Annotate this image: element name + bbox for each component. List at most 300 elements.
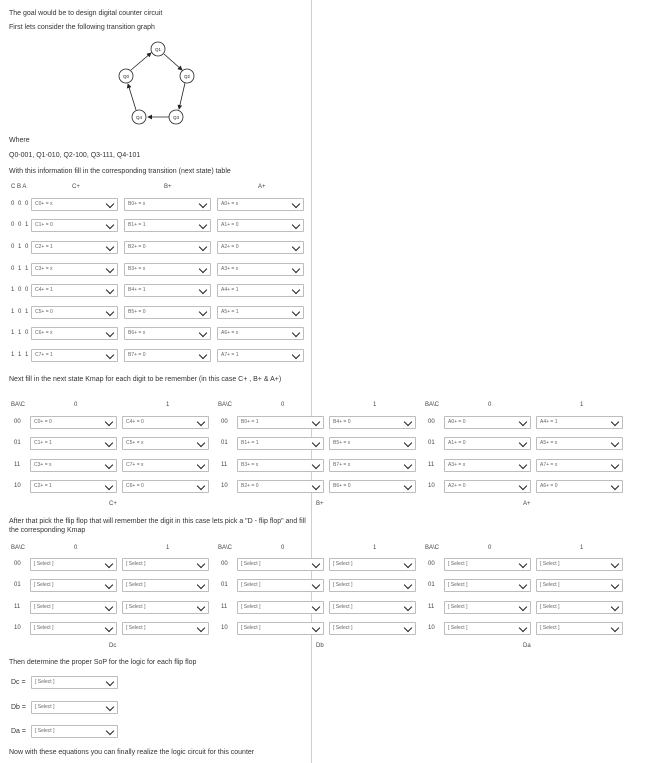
select-value: [ Select ]: [35, 728, 55, 734]
kmap-col-1: 1: [580, 545, 584, 551]
kmap-cell-select[interactable]: [329, 579, 416, 592]
chevron-down-icon: [106, 243, 114, 251]
kmap-col-1: 1: [166, 545, 170, 551]
a-plus-select[interactable]: [217, 349, 304, 362]
select-value: A3+ = x: [448, 462, 466, 468]
chevron-down-icon: [106, 265, 114, 273]
select-value: [ Select ]: [126, 582, 146, 588]
chevron-down-icon: [611, 418, 619, 426]
chevron-down-icon: [312, 482, 320, 490]
chevron-down-icon: [312, 581, 320, 589]
select-value: A2+ = 0: [448, 483, 466, 489]
b-plus-select[interactable]: [124, 198, 211, 211]
select-value: [ Select ]: [35, 704, 55, 710]
state-label: 0 1 0: [11, 244, 30, 250]
kmap-col-0: 0: [281, 402, 285, 408]
kmap-row-label: 11: [428, 604, 435, 610]
c-plus-select[interactable]: [31, 263, 118, 276]
kmap-cell-select[interactable]: [329, 622, 416, 635]
kmap-cell-select[interactable]: [237, 459, 324, 472]
a-plus-select[interactable]: [217, 198, 304, 211]
state-encoding: Q0-001, Q1-010, Q2-100, Q3-111, Q4-101: [9, 152, 141, 159]
sop-label: Dc =: [11, 679, 26, 686]
chevron-down-icon: [106, 351, 114, 359]
chevron-down-icon: [106, 286, 114, 294]
kmap-cell-select[interactable]: [237, 480, 324, 493]
kmap-cell-select[interactable]: [536, 437, 623, 450]
chevron-down-icon: [519, 560, 527, 568]
select-value: [ Select ]: [34, 625, 54, 631]
chevron-down-icon: [197, 603, 205, 611]
kmap-row-label: 11: [14, 604, 21, 610]
kmap-cell-select[interactable]: [444, 601, 531, 614]
col-header-a-plus: A+: [258, 184, 266, 190]
kmap-corner-label: BA\C: [218, 402, 233, 408]
kmap-row-label: 11: [221, 604, 228, 610]
c-plus-select[interactable]: [31, 284, 118, 297]
chevron-down-icon: [197, 482, 205, 490]
chevron-down-icon: [105, 482, 113, 490]
chevron-down-icon: [105, 624, 113, 632]
select-value: C3+ = x: [34, 462, 52, 468]
chevron-down-icon: [199, 351, 207, 359]
select-value: [ Select ]: [540, 604, 560, 610]
select-value: [ Select ]: [126, 561, 146, 567]
kmap-col-0: 0: [488, 545, 492, 551]
kmap-col-1: 1: [373, 402, 377, 408]
kmap-cell-select[interactable]: [122, 601, 209, 614]
node-q0: Q0: [122, 74, 130, 79]
select-value: B7+ = x: [333, 462, 351, 468]
sop-select[interactable]: [31, 701, 118, 714]
chevron-down-icon: [105, 603, 113, 611]
kmap-col-0: 0: [74, 402, 78, 408]
select-value: [ Select ]: [448, 625, 468, 631]
select-value: [ Select ]: [126, 604, 146, 610]
col-header-b-plus: B+: [164, 184, 172, 190]
flipflop-instruction: After that pick the flip flop that will remember the digit in this case lets pick a "D - flip flop" and fill the corresponding Kmap: [9, 518, 306, 534]
select-value: A4+ = 1: [540, 419, 558, 425]
kmap-cell-select[interactable]: [329, 437, 416, 450]
chevron-down-icon: [197, 581, 205, 589]
kmap-row-label: 10: [14, 625, 21, 631]
kmap-cell-select[interactable]: [329, 459, 416, 472]
sop-label: Db =: [11, 704, 26, 711]
chevron-down-icon: [197, 624, 205, 632]
select-value: B0+ = 1: [241, 419, 259, 425]
kmap-instruction: Next fill in the next state Kmap for each digit to be remember (in this case C+ , B+ & A+): [9, 376, 282, 383]
kmap-caption: B+: [316, 501, 324, 507]
select-value: A0+ = 0: [448, 419, 466, 425]
state-label: 1 1 1: [11, 352, 30, 358]
select-value: [ Select ]: [34, 582, 54, 588]
kmap-cell-select[interactable]: [536, 579, 623, 592]
kmap-row-label: 11: [428, 462, 435, 468]
chevron-down-icon: [199, 221, 207, 229]
select-value: [ Select ]: [448, 561, 468, 567]
select-value: [ Select ]: [333, 625, 353, 631]
select-value: C4+ = 1: [35, 287, 53, 293]
a-plus-select[interactable]: [217, 327, 304, 340]
kmap-row-label: 01: [14, 440, 21, 446]
chevron-down-icon: [404, 461, 412, 469]
select-value: A4+ = 1: [221, 287, 239, 293]
chevron-down-icon: [312, 624, 320, 632]
kmap-cell-select[interactable]: [444, 437, 531, 450]
kmap-cell-select[interactable]: [122, 579, 209, 592]
select-value: C2+ = 1: [34, 483, 52, 489]
a-plus-select[interactable]: [217, 241, 304, 254]
select-value: A2+ = 0: [221, 244, 239, 250]
state-label: 1 1 0: [11, 330, 30, 336]
kmap-corner-label: BA\C: [425, 545, 440, 551]
kmap-cell-select[interactable]: [536, 622, 623, 635]
sop-select[interactable]: [31, 725, 118, 738]
select-value: B2+ = 0: [128, 244, 146, 250]
kmap-row-label: 00: [221, 561, 228, 567]
kmap-cell-select[interactable]: [30, 601, 117, 614]
chevron-down-icon: [199, 286, 207, 294]
select-value: C3+ = x: [35, 266, 53, 272]
select-value: C0+ = 0: [34, 419, 52, 425]
kmap-cell-select[interactable]: [122, 558, 209, 571]
select-value: C2+ = 1: [35, 244, 53, 250]
chevron-down-icon: [197, 461, 205, 469]
kmap-cell-select[interactable]: [329, 480, 416, 493]
kmap-cell-select[interactable]: [329, 558, 416, 571]
state-label: 1 0 1: [11, 309, 30, 315]
chevron-down-icon: [199, 243, 207, 251]
chevron-down-icon: [105, 418, 113, 426]
chevron-down-icon: [312, 418, 320, 426]
select-value: [ Select ]: [540, 625, 560, 631]
chevron-down-icon: [519, 418, 527, 426]
kmap-cell-select[interactable]: [30, 558, 117, 571]
kmap-cell-select[interactable]: [444, 459, 531, 472]
kmap-row-label: 10: [428, 625, 435, 631]
b-plus-select[interactable]: [124, 284, 211, 297]
chevron-down-icon: [519, 581, 527, 589]
select-value: C5+ = 0: [35, 309, 53, 315]
select-value: [ Select ]: [333, 604, 353, 610]
kmap-cell-select[interactable]: [30, 437, 117, 450]
kmap-col-0: 0: [281, 545, 285, 551]
kmap-caption: Db: [316, 643, 324, 649]
kmap-cell-select[interactable]: [536, 558, 623, 571]
kmap-cell-select[interactable]: [122, 622, 209, 635]
chevron-down-icon: [312, 603, 320, 611]
chevron-down-icon: [312, 560, 320, 568]
c-plus-select[interactable]: [31, 198, 118, 211]
chevron-down-icon: [106, 678, 114, 686]
chevron-down-icon: [292, 351, 300, 359]
b-plus-select[interactable]: [124, 241, 211, 254]
chevron-down-icon: [292, 265, 300, 273]
chevron-down-icon: [404, 603, 412, 611]
chevron-down-icon: [197, 560, 205, 568]
chevron-down-icon: [312, 461, 320, 469]
select-value: [ Select ]: [241, 582, 261, 588]
select-value: C6+ = 0: [126, 483, 144, 489]
chevron-down-icon: [519, 461, 527, 469]
kmap-cell-select[interactable]: [444, 558, 531, 571]
chevron-down-icon: [197, 439, 205, 447]
select-value: [ Select ]: [540, 561, 560, 567]
kmap-row-label: 01: [221, 440, 228, 446]
select-value: C7+ = x: [126, 462, 144, 468]
c-plus-select[interactable]: [31, 327, 118, 340]
select-value: B1+ = 1: [128, 222, 146, 228]
kmap-cell-select[interactable]: [444, 480, 531, 493]
kmap-cell-select[interactable]: [30, 579, 117, 592]
select-value: [ Select ]: [241, 561, 261, 567]
chevron-down-icon: [105, 461, 113, 469]
col-header-cba: C B A: [11, 184, 27, 190]
chevron-down-icon: [611, 461, 619, 469]
select-value: C0+ = x: [35, 201, 53, 207]
kmap-row-label: 01: [221, 582, 228, 588]
chevron-down-icon: [292, 200, 300, 208]
node-q1: Q1: [154, 47, 162, 52]
b-plus-select[interactable]: [124, 306, 211, 319]
kmap-caption: A+: [523, 501, 531, 507]
select-value: B7+ = 0: [128, 352, 146, 358]
kmap-row-label: 11: [221, 462, 228, 468]
chevron-down-icon: [404, 439, 412, 447]
chevron-down-icon: [105, 560, 113, 568]
where-label: Where: [9, 137, 30, 144]
sop-select[interactable]: [31, 676, 118, 689]
select-value: [ Select ]: [448, 582, 468, 588]
kmap-cell-select[interactable]: [122, 437, 209, 450]
select-value: A6+ = 0: [540, 483, 558, 489]
chevron-down-icon: [404, 482, 412, 490]
kmap-cell-select[interactable]: [30, 480, 117, 493]
a-plus-select[interactable]: [217, 284, 304, 297]
sop-instruction: Then determine the proper SoP for the logic for each flip flop: [9, 659, 197, 666]
chevron-down-icon: [106, 221, 114, 229]
kmap-cell-select[interactable]: [536, 480, 623, 493]
kmap-col-1: 1: [373, 545, 377, 551]
select-value: A1+ = 0: [221, 222, 239, 228]
chevron-down-icon: [106, 308, 114, 316]
b-plus-select[interactable]: [124, 327, 211, 340]
select-value: A7+ = x: [540, 462, 558, 468]
kmap-corner-label: BA\C: [218, 545, 233, 551]
kmap-corner-label: BA\C: [11, 545, 26, 551]
kmap-cell-select[interactable]: [536, 459, 623, 472]
a-plus-select[interactable]: [217, 306, 304, 319]
chevron-down-icon: [611, 603, 619, 611]
kmap-cell-select[interactable]: [329, 601, 416, 614]
select-value: [ Select ]: [34, 604, 54, 610]
select-value: B6+ = 0: [333, 483, 351, 489]
select-value: B0+ = x: [128, 201, 146, 207]
select-value: [ Select ]: [34, 561, 54, 567]
select-value: A7+ = 1: [221, 352, 239, 358]
chevron-down-icon: [106, 703, 114, 711]
intro-line-2: First lets consider the following transition graph: [9, 24, 155, 31]
intro-line-1: The goal would be to design digital counter circuit: [9, 10, 163, 17]
chevron-down-icon: [292, 243, 300, 251]
chevron-down-icon: [404, 560, 412, 568]
kmap-cell-select[interactable]: [237, 437, 324, 450]
select-value: [ Select ]: [241, 625, 261, 631]
select-value: A6+ = x: [221, 330, 239, 336]
chevron-down-icon: [292, 329, 300, 337]
c-plus-select[interactable]: [31, 349, 118, 362]
select-value: B5+ = 0: [128, 309, 146, 315]
chevron-down-icon: [611, 439, 619, 447]
kmap-corner-label: BA\C: [425, 402, 440, 408]
select-value: [ Select ]: [126, 625, 146, 631]
sop-label: Da =: [11, 728, 26, 735]
kmap-caption: Dc: [109, 643, 117, 649]
select-value: C4+ = 0: [126, 419, 144, 425]
chevron-down-icon: [611, 624, 619, 632]
kmap-col-0: 0: [488, 402, 492, 408]
c-plus-select[interactable]: [31, 219, 118, 232]
select-value: C6+ = x: [35, 330, 53, 336]
kmap-col-0: 0: [74, 545, 78, 551]
chevron-down-icon: [106, 200, 114, 208]
state-label: 0 0 0: [11, 201, 30, 207]
kmap-cell-select[interactable]: [237, 558, 324, 571]
select-value: [ Select ]: [448, 604, 468, 610]
kmap-col-1: 1: [580, 402, 584, 408]
select-value: B1+ = 1: [241, 440, 259, 446]
select-value: [ Select ]: [241, 604, 261, 610]
chevron-down-icon: [105, 439, 113, 447]
chevron-down-icon: [611, 581, 619, 589]
select-value: C1+ = 0: [35, 222, 53, 228]
b-plus-select[interactable]: [124, 263, 211, 276]
select-value: C7+ = 1: [35, 352, 53, 358]
kmap-row-label: 00: [428, 561, 435, 567]
state-label: 0 1 1: [11, 266, 30, 272]
select-value: [ Select ]: [333, 561, 353, 567]
select-value: [ Select ]: [35, 679, 55, 685]
kmap-cell-select[interactable]: [329, 416, 416, 429]
kmap-caption: Da: [523, 643, 531, 649]
chevron-down-icon: [519, 439, 527, 447]
chevron-down-icon: [404, 581, 412, 589]
kmap-cell-select[interactable]: [122, 416, 209, 429]
select-value: B5+ = x: [333, 440, 351, 446]
select-value: C1+ = 1: [34, 440, 52, 446]
kmap-cell-select[interactable]: [444, 416, 531, 429]
col-header-c-plus: C+: [72, 184, 80, 190]
kmap-row-label: 10: [221, 625, 228, 631]
select-value: B4+ = 0: [333, 419, 351, 425]
state-label: 0 0 1: [11, 222, 30, 228]
kmap-cell-select[interactable]: [30, 416, 117, 429]
select-value: [ Select ]: [333, 582, 353, 588]
kmap-cell-select[interactable]: [536, 601, 623, 614]
kmap-cell-select[interactable]: [444, 579, 531, 592]
c-plus-select[interactable]: [31, 306, 118, 319]
kmap-cell-select[interactable]: [237, 622, 324, 635]
chevron-down-icon: [106, 727, 114, 735]
kmap-row-label: 11: [14, 462, 21, 468]
table-instruction: With this information fill in the corresponding transition (next state) table: [9, 168, 231, 175]
kmap-row-label: 01: [14, 582, 21, 588]
b-plus-select[interactable]: [124, 219, 211, 232]
select-value: B4+ = 1: [128, 287, 146, 293]
kmap-cell-select[interactable]: [122, 459, 209, 472]
chevron-down-icon: [199, 200, 207, 208]
a-plus-select[interactable]: [217, 219, 304, 232]
kmap-cell-select[interactable]: [122, 480, 209, 493]
kmap-cell-select[interactable]: [237, 416, 324, 429]
a-plus-select[interactable]: [217, 263, 304, 276]
kmap-row-label: 10: [221, 483, 228, 489]
kmap-cell-select[interactable]: [444, 622, 531, 635]
chevron-down-icon: [404, 418, 412, 426]
kmap-cell-select[interactable]: [536, 416, 623, 429]
chevron-down-icon: [519, 624, 527, 632]
select-value: A5+ = 1: [221, 309, 239, 315]
node-q4: Q4: [135, 115, 143, 120]
node-q3: Q3: [172, 115, 180, 120]
select-value: A0+ = x: [221, 201, 239, 207]
node-q2: Q2: [183, 74, 191, 79]
kmap-row-label: 00: [428, 419, 435, 425]
chevron-down-icon: [197, 418, 205, 426]
chevron-down-icon: [519, 482, 527, 490]
kmap-row-label: 00: [14, 419, 21, 425]
select-value: B6+ = x: [128, 330, 146, 336]
kmap-col-1: 1: [166, 402, 170, 408]
chevron-down-icon: [106, 329, 114, 337]
kmap-row-label: 10: [14, 483, 21, 489]
final-text: Now with these equations you can finally realize the logic circuit for this counter: [9, 749, 255, 756]
chevron-down-icon: [611, 482, 619, 490]
kmap-corner-label: BA\C: [11, 402, 26, 408]
select-value: A1+ = 0: [448, 440, 466, 446]
kmap-cell-select[interactable]: [30, 459, 117, 472]
state-label: 1 0 0: [11, 287, 30, 293]
kmap-caption: C+: [109, 501, 117, 507]
chevron-down-icon: [199, 308, 207, 316]
select-value: [ Select ]: [540, 582, 560, 588]
b-plus-select[interactable]: [124, 349, 211, 362]
kmap-row-label: 00: [14, 561, 21, 567]
kmap-cell-select[interactable]: [237, 601, 324, 614]
chevron-down-icon: [292, 286, 300, 294]
chevron-down-icon: [519, 603, 527, 611]
c-plus-select[interactable]: [31, 241, 118, 254]
chevron-down-icon: [404, 624, 412, 632]
select-value: B3+ = x: [241, 462, 259, 468]
kmap-row-label: 01: [428, 582, 435, 588]
chevron-down-icon: [611, 560, 619, 568]
kmap-row-label: 00: [221, 419, 228, 425]
chevron-down-icon: [292, 221, 300, 229]
select-value: A5+ = x: [540, 440, 558, 446]
chevron-down-icon: [105, 581, 113, 589]
chevron-down-icon: [312, 439, 320, 447]
select-value: B3+ = x: [128, 266, 146, 272]
select-value: B2+ = 0: [241, 483, 259, 489]
chevron-down-icon: [199, 329, 207, 337]
select-value: C5+ = x: [126, 440, 144, 446]
chevron-down-icon: [199, 265, 207, 273]
kmap-row-label: 10: [428, 483, 435, 489]
kmap-cell-select[interactable]: [237, 579, 324, 592]
select-value: A3+ = x: [221, 266, 239, 272]
kmap-cell-select[interactable]: [30, 622, 117, 635]
